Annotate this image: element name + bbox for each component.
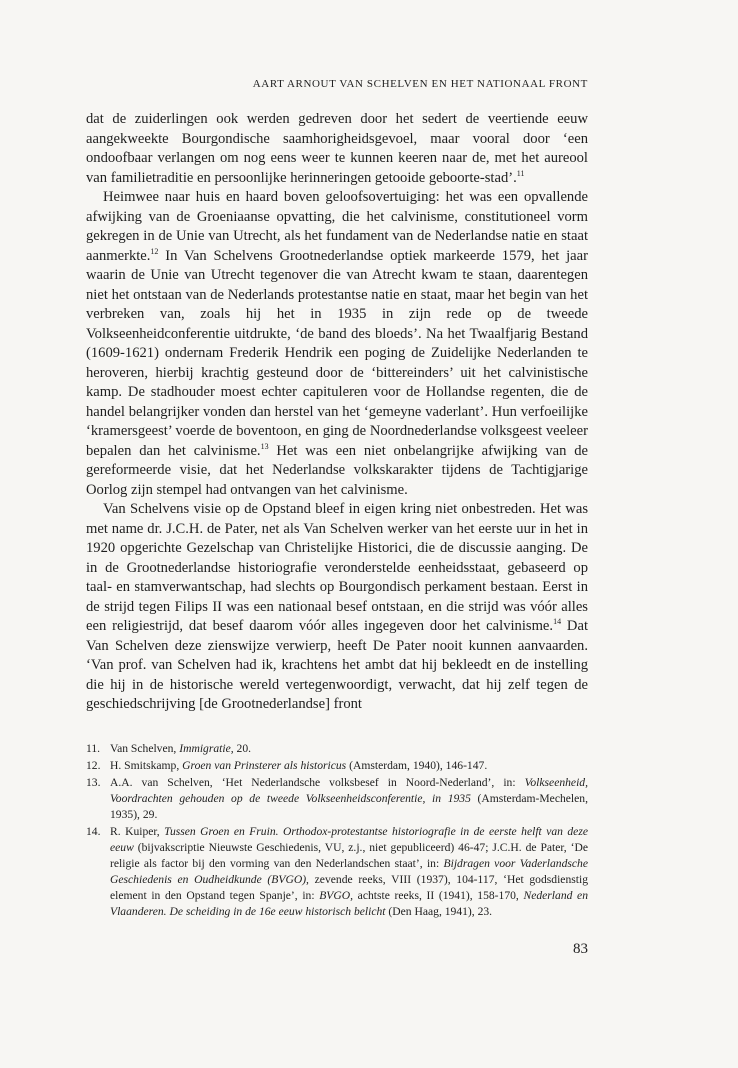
text-run: (Amsterdam, 1940), 146-147.: [346, 759, 488, 772]
footnote-text: [110, 742, 251, 755]
text-run: (bijvakscriptie Nieuwste Geschiedenis, VU, z.j., niet gepubliceerd) 46-47; J.C.H. de Pater, ‘De religie als factor bij den vorming van den Nederlandschen staat’, in:: [110, 841, 588, 870]
text-run: (Amsterdam-Mechelen, 1935), 29.: [110, 792, 588, 821]
italic-title: Volkseenheid, Voordrachten gehouden op de tweede Volkseenheidsconferentie, in 1935: [110, 776, 588, 805]
body-text: [86, 110, 588, 715]
text-run: (Den Haag, 1941), 23.: [385, 905, 493, 918]
footnote-reference: 11: [516, 168, 525, 178]
text-run: Heimwee naar huis en haard boven geloofsovertuiging: het was een opvallende afwijking van de Groeniaanse opvatting, die het calvinisme, constitutioneel vorm gekregen in de Unie van Utrecht, als het fundament van de Nederlandse natie en staat aanmerkte.: [86, 189, 588, 264]
footnote-reference: 13: [260, 441, 269, 451]
footnote: [86, 824, 588, 920]
text-run: Van Schelven,: [110, 742, 180, 755]
footnote-number: 12.: [86, 759, 101, 772]
paragraph: [86, 500, 588, 715]
footnote-text: [110, 776, 588, 821]
italic-title: Bijdragen voor Vaderlandsche Geschiedenis en Oudheidkunde (BVGO),: [110, 857, 588, 886]
text-run: dat de zuiderlingen ook werden gedreven door het sedert de veertiende eeuw aangekweekte Bourgondische saamhorigheidsgevoel, maar vooral door ‘een ondoofbaar verlangen om nog eens weer te kunnen keeren naar de, met het aureool van familietraditie en persoonlijke herinneringen getooide geboorte-stad’.: [86, 111, 588, 186]
footnote: [86, 758, 588, 774]
footnote-reference: 12: [150, 246, 159, 256]
footnote-text: [110, 759, 487, 772]
text-run: R. Kuiper,: [110, 825, 165, 838]
footnote: [86, 775, 588, 823]
text-run: H. Smitskamp,: [110, 759, 183, 772]
paragraph: [86, 110, 588, 188]
italic-title: Nederland en Vlaanderen. De scheiding in de 16e eeuw historisch belicht: [110, 889, 588, 918]
footnotes: [86, 741, 588, 921]
page-number: 83: [573, 941, 588, 957]
text-run: Van Schelvens visie op de Opstand bleef in eigen kring niet onbestreden. Het was met name dr. J.C.H. de Pater, net als Van Schelven werker van het eerste uur in het in 1920 opgerichte Gezelschap van Christelijke Historici, die de discussie aanging. De in de Grootnederlandse historiografie veronderstelde eenheidsstaat, gebaseerd op taal- en stamverwantschap, had slechts op Bourgondisch perkament bestaan. Eerst in de strijd tegen Filips II was een nationaal besef ontstaan, en die strijd was vóór alles een religiestrijd, dat besef daarom vóór alles ingegeven door het calvinisme.: [86, 501, 588, 634]
footnote-number: 13.: [86, 776, 101, 789]
italic-title: BVGO,: [319, 889, 354, 902]
italic-title: Immigratie,: [179, 742, 234, 755]
text-run: Dat Van Schelven deze zienswijze verwierp, heeft De Pater nooit kunnen aanvaarden. ‘Van prof. van Schelven had ik, krachtens het ambt dat hij bekleedt en de instelling die hij in de historische wereld vertegenwoordigt, verwacht, dat hij zelf tegen de geschiedschrijving [de Grootnederlandse] front: [86, 618, 588, 712]
footnote: [86, 741, 588, 757]
text-run: In Van Schelvens Grootnederlandse optiek markeerde 1579, het jaar waarin de Unie van Utrecht tegenover die van Atrecht kwam te staan, daarentegen niet het ontstaan van de Nederlands protestantse natie en staat, maar het begin van het verbreken van, zoals hij het in 1935 in zijn rede op de tweede Volkseenheidconferentie uitdrukte, ‘de band des bloeds’. Na het Twaalfjarig Bestand (1609-1621) ondernam Frederik Hendrik een poging de Zuidelijke Nederlanden te heroveren, hierbij krachtig gesteund door de ‘bittereinders’ uit het calvinistische kamp. De stadhouder moest echter capituleren voor de Hollandse regenten, die de handel belangrijker vonden dan herstel van het ‘gemeyne vaderlant’. Hun verfoeilijke ‘kramersgeest’ voerde de boventoon, en ging de Noordnederlandse volksgeest veeleer bepalen dan het calvinisme.: [86, 247, 588, 459]
text-run: A.A. van Schelven, ‘Het Nederlandsche volksbesef in Noord-Nederland’, in:: [110, 776, 525, 789]
running-header: AART ARNOUT VAN SCHELVEN EN HET NATIONAAL FRONT: [252, 78, 588, 90]
text-run: achtste reeks, II (1941), 158-170,: [353, 889, 524, 902]
footnote-number: 11.: [86, 742, 101, 755]
text-run: Het was een niet onbelangrijke afwijking van de gereformeerde visie, dat het Nederlandse volkskarakter tijdens de Tachtigjarige Oorlog zijn stempel had ontvangen van het calvinisme.: [86, 442, 589, 498]
footnote-text: [110, 825, 588, 918]
footnote-reference: 14: [553, 617, 562, 626]
italic-title: Groen van Prinsterer als historicus: [182, 759, 347, 772]
paragraph: [86, 188, 588, 500]
text-run: 20.: [233, 742, 252, 755]
italic-title: Tussen Groen en Fruin. Orthodox-protestantse historiografie in de eerste helft van deze eeuw: [110, 825, 588, 854]
footnote-number: 14.: [86, 825, 101, 838]
text-run: zevende reeks, VIII (1937), 104-117, ‘Het godsdienstig element in den Opstand tegen Spanje’, in:: [110, 873, 588, 902]
